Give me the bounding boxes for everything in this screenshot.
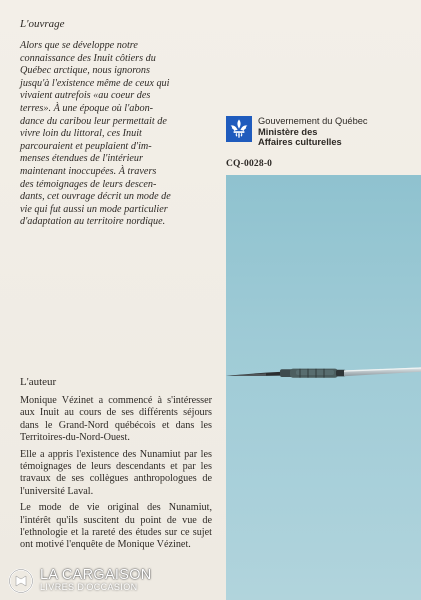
government-name: Gouvernement du Québec — [258, 116, 368, 126]
auteur-heading: L'auteur — [20, 376, 57, 388]
ouvrage-line: dants, cet ouvrage décrit un mode de — [20, 191, 171, 203]
catalog-code: CQ-0028-0 — [226, 159, 273, 169]
ouvrage-line: connaissance des Inuit côtiers du — [20, 52, 156, 64]
harpoon-icon — [226, 175, 421, 600]
government-text — [258, 116, 418, 148]
watermark-text — [40, 569, 152, 593]
ouvrage-line: jusqu'à l'existence même de ceux qui — [20, 77, 170, 89]
ouvrage-line: vivaient autrefois «au coeur des — [20, 90, 151, 102]
quebec-flag-icon — [226, 116, 252, 142]
auteur-paragraph: Monique Vézinet a commencé à s'intéresser aux Inuit au cours de ses différents séjours dans le Grand-Nord québécois et dans les Territoires-du-Nord-Ouest. — [20, 395, 212, 444]
ouvrage-heading: L'ouvrage — [20, 18, 65, 30]
harpoon-photo — [226, 175, 421, 600]
ouvrage-line: des témoignages de leurs descen- — [20, 178, 157, 190]
bookseller-logo-icon — [8, 568, 34, 594]
ouvrage-line: d'adaptation au territoire nordique. — [20, 216, 166, 228]
ouvrage-line: menses étendues de l'intérieur — [20, 153, 143, 165]
auteur-biography — [20, 395, 212, 556]
ministry-line-1: Ministère des — [258, 126, 318, 137]
ouvrage-description — [20, 40, 215, 229]
ouvrage-line: maintenant inoccupées. À travers — [20, 165, 157, 177]
ouvrage-line: parcouraient et peuplaient d'im- — [20, 140, 152, 152]
watermark-name: LA CARGAISON — [40, 567, 152, 583]
ouvrage-line: vivre loin du littoral, ces Inuit — [20, 128, 142, 140]
watermark — [8, 566, 152, 596]
ouvrage-line: Québec arctique, nous ignorons — [20, 65, 150, 77]
ouvrage-line: terres». À une époque où l'abon- — [20, 102, 154, 114]
ministry-line-2: Affaires culturelles — [258, 137, 342, 147]
ouvrage-line: dance du caribou leur permettait de — [20, 115, 167, 127]
ouvrage-line: vie qui fut aussi un mode particulier — [20, 203, 168, 215]
watermark-subtitle: LIVRES D'OCCASION — [40, 582, 138, 592]
ouvrage-line: Alors que se développe notre — [20, 40, 138, 51]
auteur-paragraph: Le mode de vie original des Nunamiut, l'intérêt qu'ils suscitent du point de vue de l'ethnologie et la rareté des études sur ce sujet ont motivé l'enquête de Monique Vézinet. — [20, 502, 212, 551]
auteur-paragraph: Elle a appris l'existence des Nunamiut par les témoignages de leurs descendants et par les travaux de ses collègues anthropologues de l'université Laval. — [20, 448, 212, 497]
